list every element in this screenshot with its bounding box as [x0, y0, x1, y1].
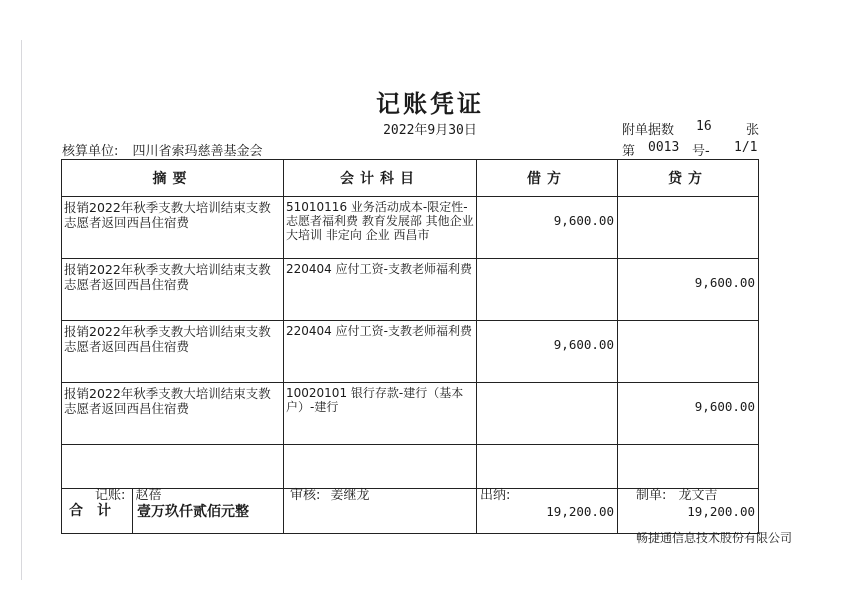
- row-credit: 9,600.00: [618, 259, 759, 321]
- accounting-unit-label: 核算单位:: [62, 144, 119, 159]
- empty-cell: [62, 445, 284, 489]
- preparer-name: 龙文吉: [678, 488, 718, 503]
- attachment-count: 16: [696, 119, 712, 134]
- voucher-page: 1/1: [734, 140, 758, 155]
- empty-cell: [618, 445, 759, 489]
- reviewer-name: 姜继龙: [330, 488, 370, 503]
- table-row: [62, 197, 759, 259]
- total-amount-words: 壹万玖仟贰佰元整: [137, 504, 249, 520]
- row-credit: [618, 197, 759, 259]
- preparer-label: 制单:: [636, 488, 667, 503]
- accounting-unit-name: 四川省索玛慈善基金会: [132, 144, 263, 159]
- header-debit: 借方: [477, 160, 618, 197]
- table-header-row: [62, 160, 759, 197]
- row-account: 220404 应付工资-支教老师福利费: [284, 321, 477, 383]
- total-label: 合计: [62, 489, 133, 533]
- row-summary: 报销2022年秋季支教大培训结束支教志愿者返回西昌住宿费: [62, 259, 284, 321]
- attachment-unit: 张: [746, 123, 760, 138]
- preparer-signature: [636, 484, 718, 503]
- empty-cell: [477, 445, 618, 489]
- reviewer-label: 审核:: [290, 488, 321, 503]
- table-row-empty: [62, 445, 759, 489]
- row-credit: 9,600.00: [618, 383, 759, 445]
- row-summary: 报销2022年秋季支教大培训结束支教志愿者返回西昌住宿费: [62, 197, 284, 259]
- row-account: 10020101 银行存款-建行（基本户）-建行: [284, 383, 477, 445]
- software-company: 畅捷通信息技术股份有限公司: [635, 531, 792, 545]
- bookkeeper-name: 赵蓓: [135, 488, 162, 503]
- table-row: [62, 383, 759, 445]
- attachment-count-line: [622, 119, 760, 138]
- row-credit: [618, 321, 759, 383]
- attachment-label: 附单据数: [622, 123, 675, 138]
- voucher-title: 记账凭证: [376, 90, 484, 118]
- total-credit: 19,200.00: [618, 489, 759, 534]
- header-credit: 贷方: [618, 160, 759, 197]
- voucher-number: 0013: [648, 140, 680, 155]
- header-summary: 摘要: [62, 160, 284, 197]
- table-row: [62, 321, 759, 383]
- row-summary: 报销2022年秋季支教大培训结束支教志愿者返回西昌住宿费: [62, 321, 284, 383]
- bookkeeper-signature: [95, 484, 162, 503]
- cashier-label: 出纳:: [480, 488, 511, 503]
- voucher-number-prefix: 第: [622, 144, 636, 159]
- table-row: [62, 259, 759, 321]
- voucher-number-line: [622, 140, 762, 159]
- cashier-signature: [480, 484, 516, 503]
- row-debit: [477, 383, 618, 445]
- row-account: 51010116 业务活动成本-限定性-志愿者福利费 教育发展部 其他企业 大培训 非定向 企业 西昌市: [284, 197, 477, 259]
- voucher-date: 2022年9月30日: [383, 123, 477, 138]
- empty-cell: [284, 445, 477, 489]
- row-debit: [477, 259, 618, 321]
- row-account: 220404 应付工资-支教老师福利费: [284, 259, 477, 321]
- total-debit: 19,200.00: [477, 489, 618, 534]
- reviewer-signature: [290, 484, 370, 503]
- accounting-unit: [62, 140, 263, 159]
- voucher-table: [61, 159, 759, 534]
- row-debit: 9,600.00: [477, 321, 618, 383]
- header-account: 会计科目: [284, 160, 477, 197]
- row-debit: 9,600.00: [477, 197, 618, 259]
- row-summary: 报销2022年秋季支教大培训结束支教志愿者返回西昌住宿费: [62, 383, 284, 445]
- voucher-number-suffix: 号-: [692, 144, 710, 159]
- bookkeeper-label: 记账:: [95, 488, 126, 503]
